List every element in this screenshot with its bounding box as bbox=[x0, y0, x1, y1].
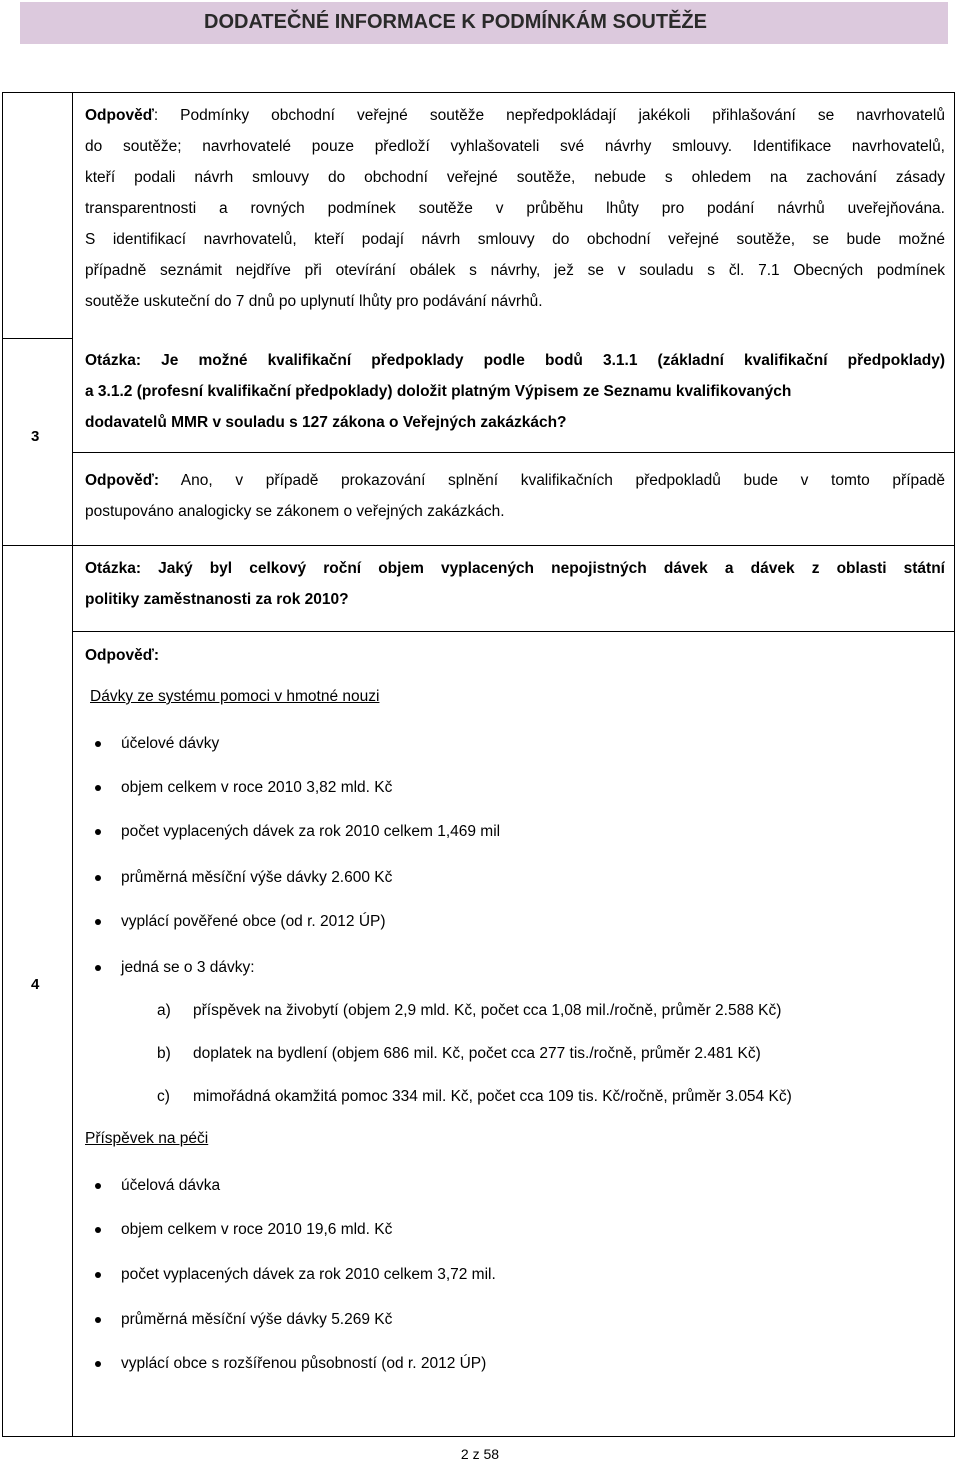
section-heading-prispevek-na-peci: Příspěvek na péči bbox=[85, 1130, 209, 1147]
bullet-icon bbox=[95, 1227, 101, 1233]
bullet-icon bbox=[95, 829, 101, 835]
number-column-divider bbox=[72, 92, 73, 1437]
row-number-4: 4 bbox=[31, 976, 40, 993]
answer-2-line-3: kteří podali návrh smlouvy do obchodní veřejné soutěže, nebude s ohledem na zachování zásady bbox=[85, 169, 945, 186]
question-answer-divider-4 bbox=[73, 631, 955, 632]
answer-3-block bbox=[85, 465, 945, 527]
answer-2-line-6: případně seznámit nejdříve při otevírání obálek s návrhy, jež se v souladu s čl. 7.1 Obecných podmínek bbox=[85, 262, 945, 279]
bullet-icon bbox=[95, 1317, 101, 1323]
answer-2-block bbox=[85, 100, 945, 317]
answer-2-line-1: Odpověď: Podmínky obchodní veřejné soutěže nepředpokládají jakékoli přihlašování se navrhovatelů bbox=[85, 107, 945, 124]
bullet-icon bbox=[95, 785, 101, 791]
answer-4-label: Odpověď: bbox=[85, 647, 160, 664]
question-answer-divider-3 bbox=[73, 452, 955, 453]
bullet-icon bbox=[95, 1183, 101, 1189]
row-divider-2-3 bbox=[2, 338, 73, 339]
answer-3-line-1: Odpověď: Ano, v případě prokazování splnění kvalifikačních předpokladů bude v tomto případě bbox=[85, 472, 945, 489]
bullet-icon bbox=[95, 965, 101, 971]
page-number: 2 z 58 bbox=[460, 1446, 500, 1462]
question-4-block bbox=[85, 553, 945, 615]
answer-3-label: Odpověď: bbox=[85, 472, 160, 489]
answer-2-line-2: do soutěže; navrhovatelé pouze předloží vyhlašovateli své návrhy smlouvy. Identifikace navrhovatelů, bbox=[85, 138, 945, 155]
bullet-icon bbox=[95, 741, 101, 747]
bullet-icon bbox=[95, 1361, 101, 1367]
bullet-icon bbox=[95, 1272, 101, 1278]
question-4-line-1: Otázka: Jaký byl celkový roční objem vyplacených nepojistných dávek a dávek z oblasti státní bbox=[85, 560, 945, 577]
question-3-line-1: Otázka: Je možné kvalifikační předpoklady podle bodů 3.1.1 (základní kvalifikační předpoklady) bbox=[85, 352, 945, 369]
question-3-line-2: a 3.1.2 (profesní kvalifikační předpoklady) doložit platným Výpisem ze Seznamu kvalifikovaných bbox=[85, 383, 792, 400]
section-heading-hmotna-nouze: Dávky ze systému pomoci v hmotné nouzi bbox=[90, 688, 380, 705]
bullet-icon bbox=[95, 875, 101, 881]
answer-2-label: Odpověď bbox=[85, 107, 154, 124]
answer-2-line-4: transparentnosti a rovných podmínek soutěže v průběhu lhůty pro podání návrhů uveřejňována. bbox=[85, 200, 945, 217]
page-title: DODATEČNÉ INFORMACE K PODMÍNKÁM SOUTĚŽE bbox=[20, 2, 948, 44]
row-number-3: 3 bbox=[31, 428, 40, 445]
answer-2-line-5: S identifikací navrhovatelů, kteří podají návrh smlouvy do obchodní veřejné soutěže, se bude možné bbox=[85, 231, 945, 248]
row-divider-3-4 bbox=[2, 545, 955, 546]
answer-2-line-7: soutěže uskuteční do 7 dnů po uplynutí lhůty pro podávání návrhů. bbox=[85, 293, 543, 310]
question-3-block bbox=[85, 345, 945, 438]
answer-3-line-2: postupováno analogicky se zákonem o veřejných zakázkách. bbox=[85, 503, 505, 520]
question-4-line-2: politiky zaměstnanosti za rok 2010? bbox=[85, 591, 349, 608]
question-3-line-3: dodavatelů MMR v souladu s 127 zákona o Veřejných zakázkách? bbox=[85, 414, 567, 431]
bullet-icon bbox=[95, 919, 101, 925]
